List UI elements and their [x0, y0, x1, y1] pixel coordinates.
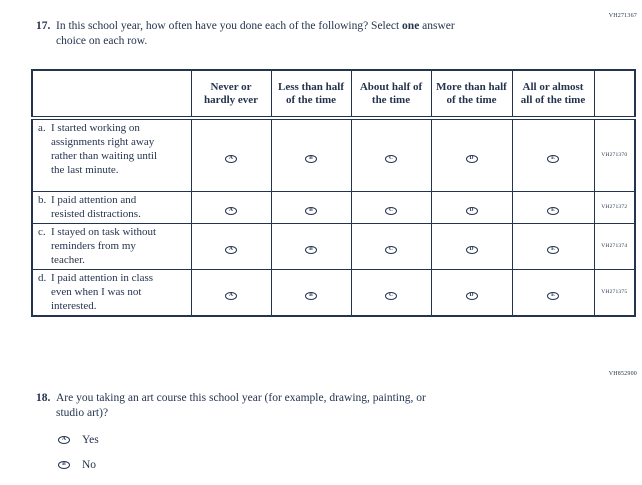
matrix-row-a [32, 118, 635, 191]
question-17-number: 17. [36, 20, 51, 32]
answer-bubble-a-all[interactable]: E [547, 155, 559, 163]
matrix-header-row [32, 70, 635, 118]
row-b-statement [32, 191, 191, 223]
row-d-statement [32, 269, 191, 316]
question-17-text-line2: choice on each row. [56, 35, 148, 47]
column-header-less-than-half: Less than half of the time [271, 70, 351, 118]
matrix-corner-cell [32, 70, 191, 118]
row-d-cell-about-half [351, 269, 431, 316]
row-d-letter: d. [38, 271, 47, 284]
row-b-cell-about-half [351, 191, 431, 223]
row-c-cell-more-than-half [431, 223, 512, 269]
row-b-text: I paid attention and resisted distractions. [51, 193, 141, 220]
matrix-row-b [32, 191, 635, 223]
row-a-cell-all [512, 118, 594, 191]
column-header-all-or-almost-all: All or almost all of the time [512, 70, 594, 118]
row-c-cell-about-half [351, 223, 431, 269]
answer-bubble-a-less-than-half[interactable]: B [305, 155, 317, 163]
column-header-more-than-half: More than half of the time [431, 70, 512, 118]
question-18 [36, 391, 426, 421]
answer-bubble-d-more-than-half[interactable]: D [466, 292, 478, 300]
row-b-code-cell [594, 191, 635, 223]
answer-bubble-c-less-than-half[interactable]: B [305, 246, 317, 254]
row-c-statement [32, 223, 191, 269]
q18-option-yes[interactable] [58, 432, 99, 448]
answer-bubble-a-never[interactable]: A [225, 155, 237, 163]
answer-bubble-c-never[interactable]: A [225, 246, 237, 254]
answer-bubble-d-about-half[interactable]: C [385, 292, 397, 300]
row-d-cell-less-than-half [271, 269, 351, 316]
row-c-text: I stayed on task without reminders from my teacher. [51, 225, 157, 266]
row-c-cell-all [512, 223, 594, 269]
row-a-cell-about-half [351, 118, 431, 191]
column-header-about-half: About half of the time [351, 70, 431, 118]
answer-bubble-b-less-than-half[interactable]: B [305, 207, 317, 215]
answer-bubble-a-about-half[interactable]: C [385, 155, 397, 163]
answer-bubble-d-all[interactable]: E [547, 292, 559, 300]
row-b-letter: b. [38, 193, 47, 206]
row-c-letter: c. [38, 225, 46, 238]
row-c-cell-less-than-half [271, 223, 351, 269]
matrix-row-c [32, 223, 635, 269]
answer-bubble-b-never[interactable]: A [225, 207, 237, 215]
matrix-code-header-cell [594, 70, 635, 118]
question-17-text-start: In this school year, how often have you done each of the following? Select [56, 20, 400, 32]
q17-answer-matrix [31, 69, 636, 317]
row-d-code-cell [594, 269, 635, 316]
answer-bubble-yes[interactable]: A [58, 436, 70, 444]
q18-option-no[interactable] [58, 457, 99, 473]
answer-bubble-d-never[interactable]: A [225, 292, 237, 300]
q18-option-yes-label: Yes [82, 434, 99, 446]
row-a-cell-less-than-half [271, 118, 351, 191]
row-c-code-cell [594, 223, 635, 269]
question-18-text-line1: Are you taking an art course this school year (for example, drawing, painting, or [56, 392, 426, 404]
row-a-cell-never [191, 118, 271, 191]
answer-bubble-b-more-than-half[interactable]: D [466, 207, 478, 215]
row-d-item-code: VH271375 [601, 289, 628, 296]
answer-bubble-c-about-half[interactable]: C [385, 246, 397, 254]
q18-option-no-label: No [82, 459, 97, 471]
row-d-cell-more-than-half [431, 269, 512, 316]
answer-bubble-a-more-than-half[interactable]: D [466, 155, 478, 163]
row-d-cell-all [512, 269, 594, 316]
row-a-statement [32, 118, 191, 191]
row-a-text: I started working on assignments right away rather than waiting until the last minute. [51, 122, 157, 176]
question-17-bold-word: one [402, 20, 420, 32]
row-a-letter: a. [38, 122, 46, 134]
row-b-item-code: VH271372 [601, 204, 628, 210]
row-a-cell-more-than-half [431, 118, 512, 191]
row-b-cell-more-than-half [431, 191, 512, 223]
row-c-cell-never [191, 223, 271, 269]
row-a-code-cell [594, 118, 635, 191]
answer-bubble-no[interactable]: B [58, 461, 70, 469]
row-b-cell-all [512, 191, 594, 223]
matrix-row-d [32, 269, 635, 316]
row-d-cell-never [191, 269, 271, 316]
answer-bubble-b-all[interactable]: E [547, 207, 559, 215]
answer-bubble-d-less-than-half[interactable]: B [305, 292, 317, 300]
item-code-q18: VH852900 [608, 371, 637, 377]
column-header-never-or-hardly-ever: Never or hardly ever [191, 70, 271, 118]
question-18-number: 18. [36, 392, 51, 404]
row-d-text: I paid attention in class even when I was not interested. [51, 271, 154, 312]
question-17-text [56, 19, 455, 49]
question-17 [36, 19, 455, 49]
q18-options [58, 432, 99, 473]
question-18-text-line2: studio art)? [56, 407, 109, 419]
question-18-text [56, 391, 426, 421]
answer-bubble-b-about-half[interactable]: C [385, 207, 397, 215]
item-code-q17: VH271367 [608, 13, 637, 19]
row-a-item-code: VH271370 [601, 152, 628, 159]
answer-bubble-c-more-than-half[interactable]: D [466, 246, 478, 254]
row-b-cell-never [191, 191, 271, 223]
row-b-cell-less-than-half [271, 191, 351, 223]
question-17-text-end: answer [422, 20, 455, 32]
answer-bubble-c-all[interactable]: E [547, 246, 559, 254]
row-c-item-code: VH271374 [601, 243, 628, 249]
